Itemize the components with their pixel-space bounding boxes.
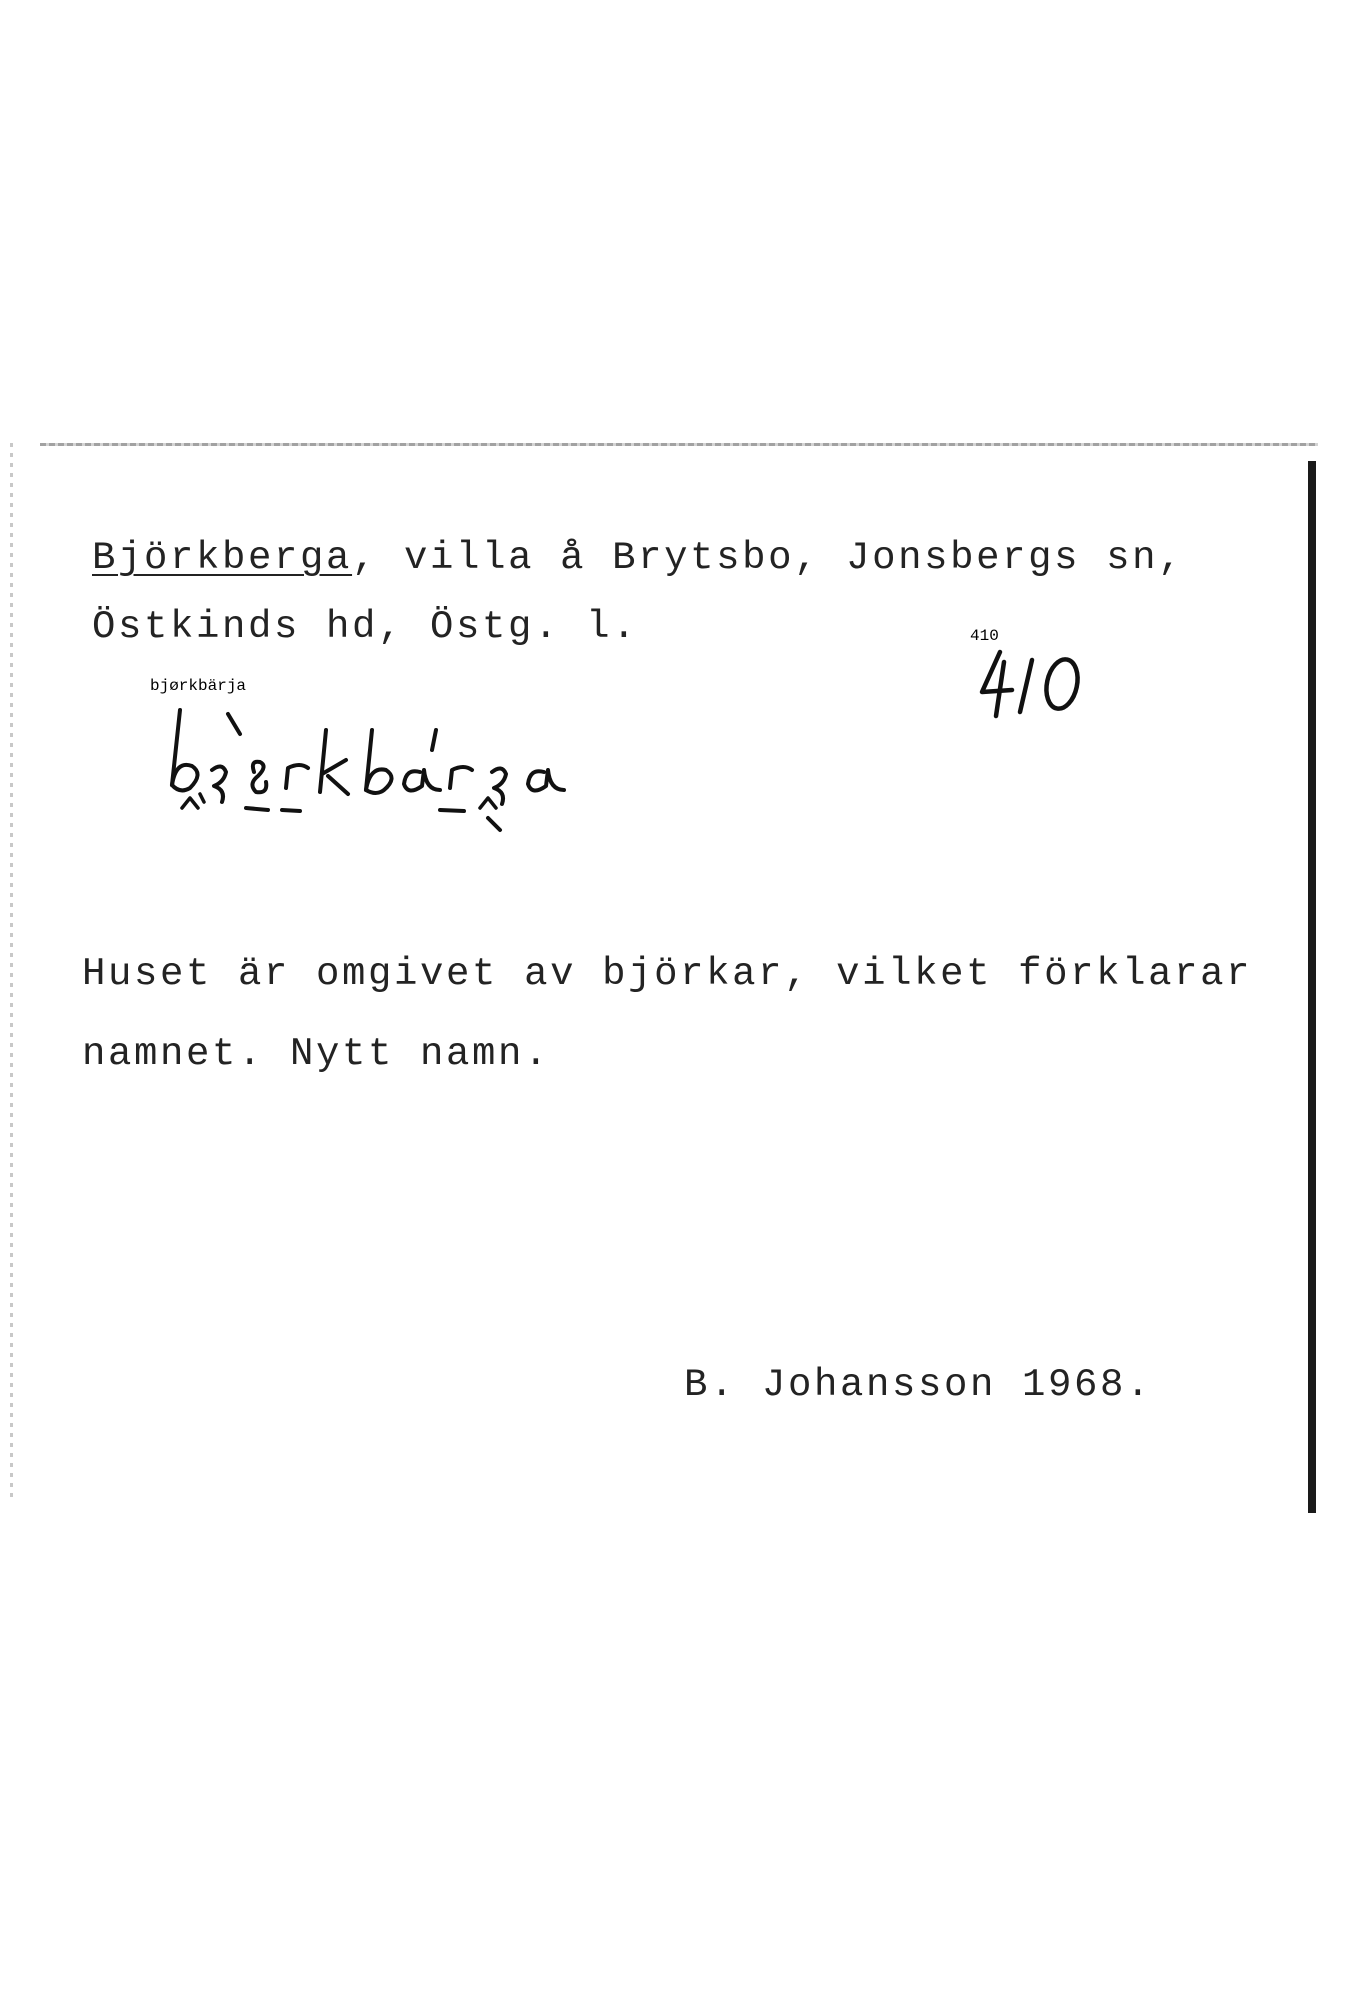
description-line-2: namnet. Nytt namn. <box>82 1032 551 1076</box>
handwritten-number <box>970 627 1090 730</box>
description-line-1: Huset är omgivet av björkar, vilket förklarar <box>82 952 1253 996</box>
card-right-border <box>1308 461 1316 1513</box>
author-signature: B. Johansson 1968. <box>684 1363 1153 1407</box>
phonetic-transcription <box>150 677 610 850</box>
district-line: Östkinds hd, Östg. l. <box>92 605 639 649</box>
headword-location: , villa å Brytsbo, Jonsbergs sn, <box>352 536 1185 580</box>
phonetic-transcription-text: bjørkbärja <box>150 677 247 695</box>
card-left-border <box>10 443 13 1503</box>
headword: Björkberga <box>92 536 353 580</box>
handwritten-number-text: 410 <box>970 627 999 645</box>
card-top-border <box>40 443 1318 446</box>
entry-heading-line <box>92 536 1184 580</box>
